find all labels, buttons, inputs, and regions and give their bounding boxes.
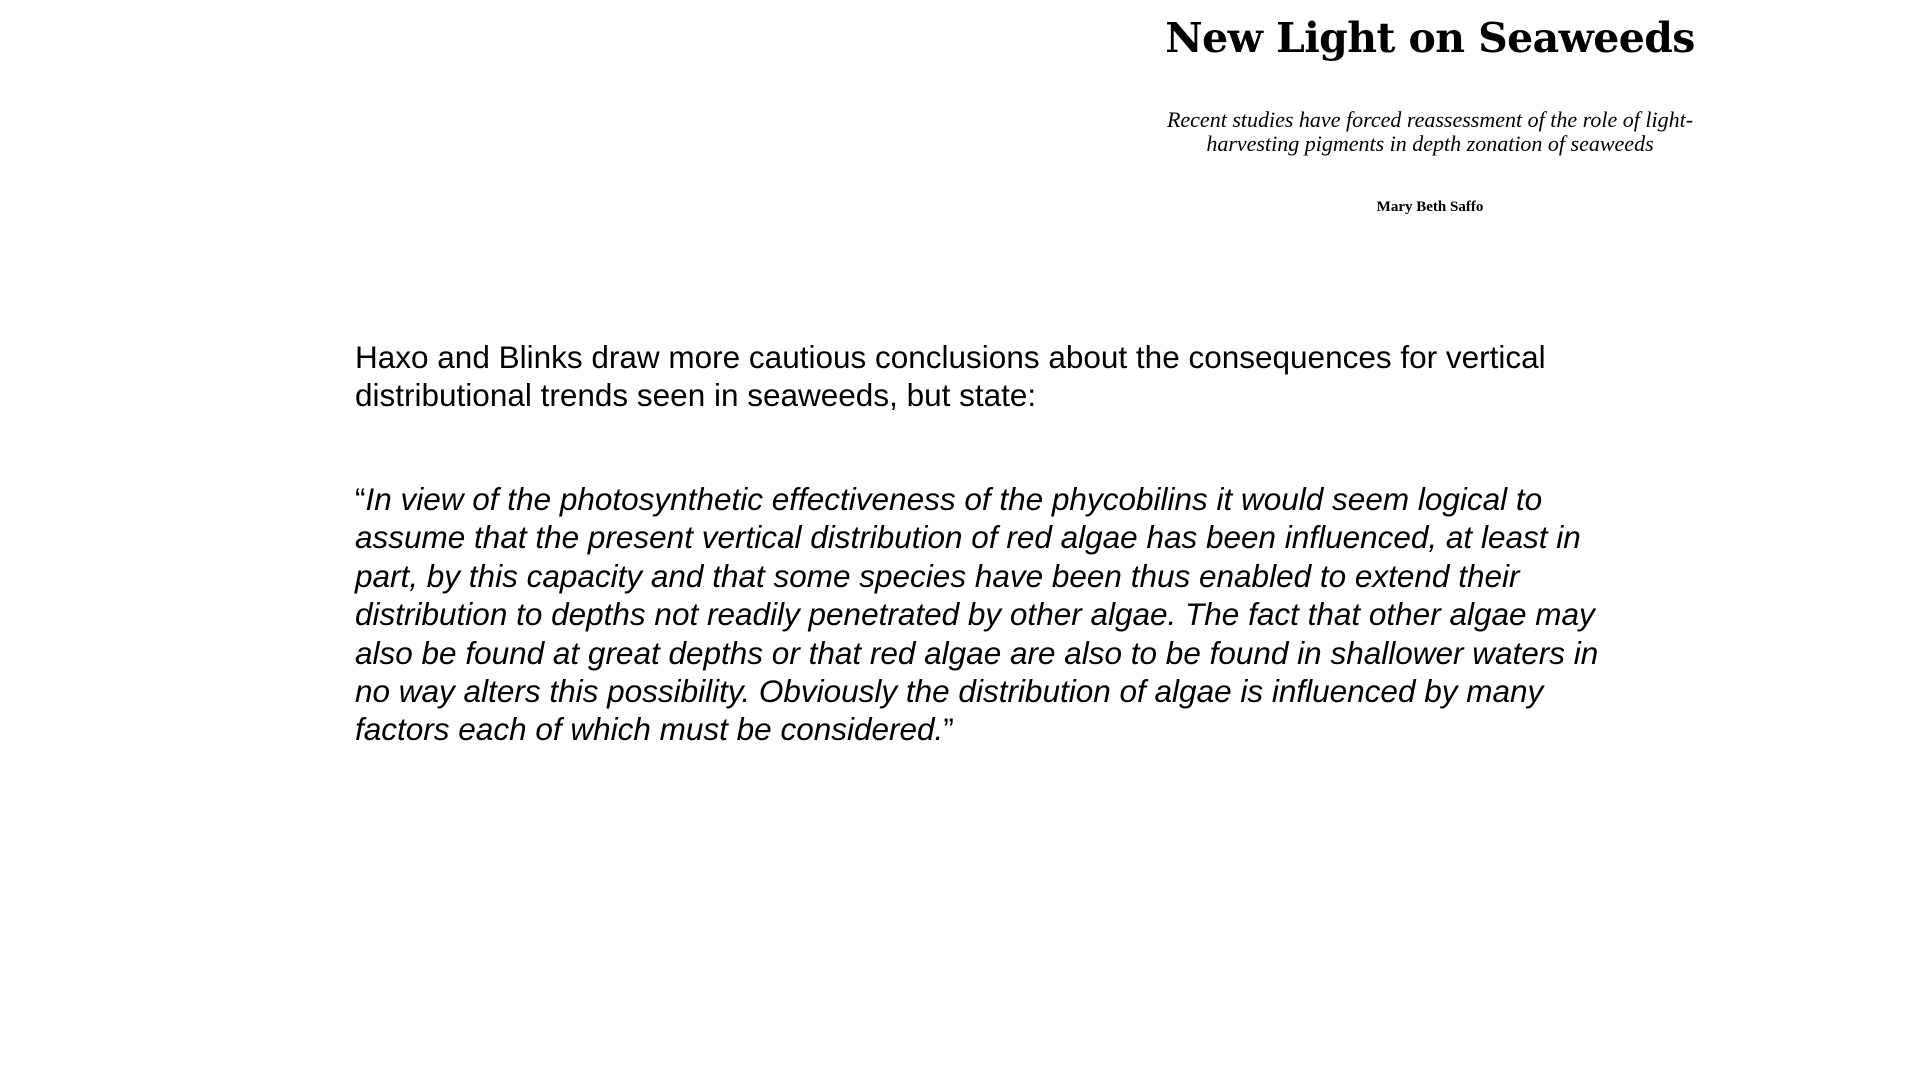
intro-paragraph: Haxo and Blinks draw more cautious conclusions about the consequences for vertical distributional trends seen in seaweeds, but state: <box>355 339 1546 413</box>
article-author: Mary Beth Saffo <box>1376 199 1484 215</box>
slide-body <box>355 338 1625 749</box>
article-title: New Light on Seaweeds <box>1165 14 1695 62</box>
quotation-paragraph <box>355 480 1625 749</box>
quotation-text: In view of the photosynthetic effectiveness of the phycobilins it would seem logical to assume that the present vertical distribution of red algae has been influenced, at least in part, by this capacity and that some species have been thus enabled to extend their distribution to depths not readily penetrated by other algae. The fact that other algae may also be found at great depths or that red algae are also to be found in shallower waters in no way alters this possibility. Obviously the distribution of algae is influenced by many factors each of which must be considered. <box>355 481 1599 748</box>
article-header-clipping <box>1080 10 1780 216</box>
article-subtitle: Recent studies have forced reassessment of the role of light-harvesting pigments in depth zonation of seaweeds <box>1166 107 1694 156</box>
close-quote-mark: ” <box>943 711 954 748</box>
open-quote-mark: “ <box>355 481 366 517</box>
